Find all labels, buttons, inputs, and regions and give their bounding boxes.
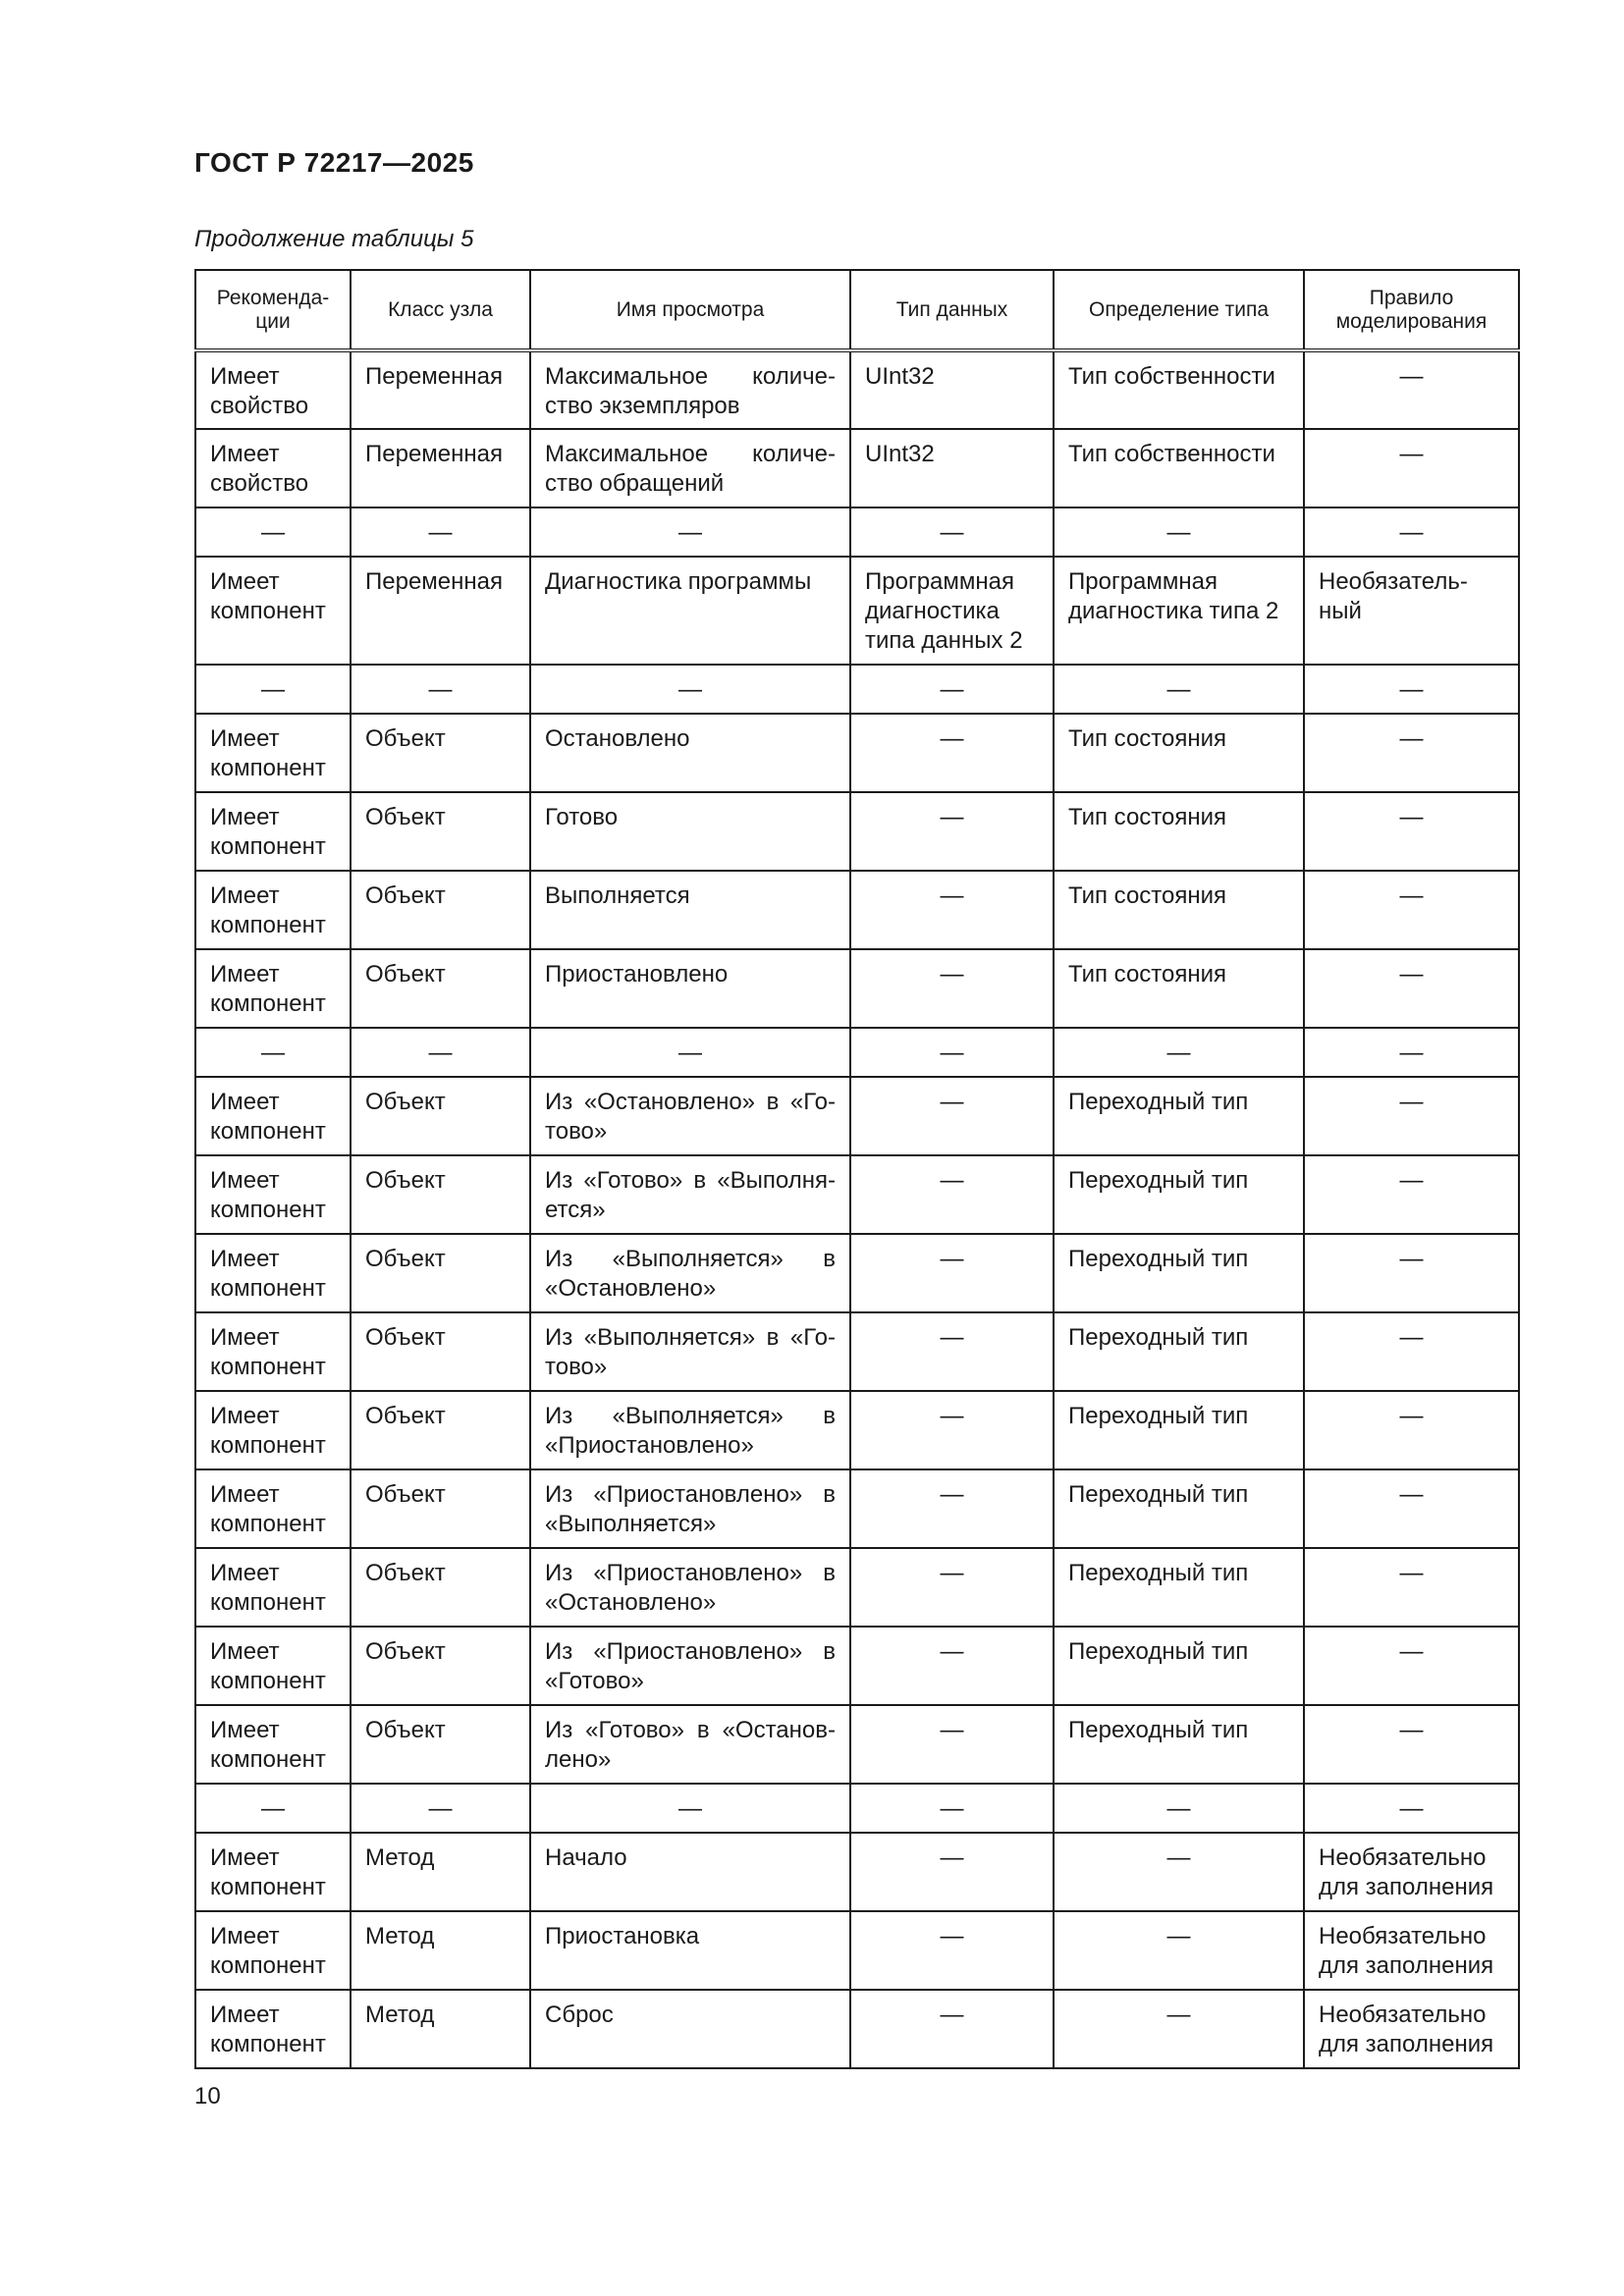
cell-recommendation: — [195, 507, 351, 557]
table-row [195, 1469, 1519, 1548]
cell-browse-name: Приостановлено [530, 949, 850, 1028]
cell-modelling-rule: — [1304, 792, 1519, 871]
cell-modelling-rule: — [1304, 429, 1519, 507]
cell-type-definition: Переходный тип [1054, 1705, 1304, 1784]
cell-browse-name: Из «Остановлено» в «Го-тово» [530, 1077, 850, 1155]
cell-browse-name: Из «Приостановлено» в «Остановлено» [530, 1548, 850, 1627]
table-row [195, 1234, 1519, 1312]
table-separator-row [195, 507, 1519, 557]
cell-type-definition: Тип состояния [1054, 871, 1304, 949]
cell-node-class: — [351, 507, 530, 557]
cell-type-definition: — [1054, 1911, 1304, 1990]
table-row [195, 429, 1519, 507]
col-header-modelling-rule: Правило моделирования [1304, 270, 1519, 350]
cell-type-definition: — [1054, 1028, 1304, 1077]
cell-data-type: — [850, 1312, 1054, 1391]
cell-type-definition: Тип состояния [1054, 949, 1304, 1028]
cell-recommendation: Имеет свойство [195, 429, 351, 507]
cell-browse-name: Из «Выполняется» в «Приостановлено» [530, 1391, 850, 1469]
cell-recommendation: Имеет компонент [195, 557, 351, 665]
cell-modelling-rule: — [1304, 1028, 1519, 1077]
cell-data-type: — [850, 1155, 1054, 1234]
table-row [195, 1990, 1519, 2068]
table-separator-row [195, 665, 1519, 714]
cell-recommendation: Имеет свойство [195, 350, 351, 429]
cell-data-type: — [850, 1234, 1054, 1312]
cell-node-class: — [351, 665, 530, 714]
cell-data-type: — [850, 949, 1054, 1028]
cell-data-type: — [850, 1784, 1054, 1833]
cell-modelling-rule: — [1304, 871, 1519, 949]
cell-type-definition: Переходный тип [1054, 1155, 1304, 1234]
cell-modelling-rule: — [1304, 1312, 1519, 1391]
cell-type-definition: Тип собственности [1054, 429, 1304, 507]
cell-recommendation: Имеет компонент [195, 1077, 351, 1155]
cell-browse-name: Выполняется [530, 871, 850, 949]
cell-modelling-rule: — [1304, 507, 1519, 557]
table-row [195, 871, 1519, 949]
cell-browse-name: Из «Приостановлено» в «Выполняется» [530, 1469, 850, 1548]
cell-node-class: Объект [351, 871, 530, 949]
cell-recommendation: — [195, 1784, 351, 1833]
cell-type-definition: — [1054, 507, 1304, 557]
cell-recommendation: Имеет компонент [195, 1391, 351, 1469]
cell-modelling-rule: — [1304, 1155, 1519, 1234]
cell-node-class: Метод [351, 1990, 530, 2068]
table-row [195, 949, 1519, 1028]
cell-data-type: — [850, 1469, 1054, 1548]
cell-recommendation: Имеет компонент [195, 1548, 351, 1627]
table-row [195, 714, 1519, 792]
cell-modelling-rule: — [1304, 1705, 1519, 1784]
cell-data-type: Программная диагностика типа данных 2 [850, 557, 1054, 665]
cell-node-class: Метод [351, 1833, 530, 1911]
cell-type-definition: Переходный тип [1054, 1627, 1304, 1705]
cell-recommendation: Имеет компонент [195, 871, 351, 949]
cell-modelling-rule: — [1304, 949, 1519, 1028]
cell-browse-name: Из «Выполняется» в «Го-тово» [530, 1312, 850, 1391]
table-row [195, 1911, 1519, 1990]
table-row [195, 1548, 1519, 1627]
cell-recommendation: Имеет компонент [195, 1911, 351, 1990]
cell-modelling-rule: — [1304, 1548, 1519, 1627]
cell-browse-name: Максимальное количе-ство обращений [530, 429, 850, 507]
cell-data-type: UInt32 [850, 429, 1054, 507]
cell-type-definition: Переходный тип [1054, 1234, 1304, 1312]
cell-recommendation: Имеет компонент [195, 1705, 351, 1784]
cell-node-class: Переменная [351, 557, 530, 665]
table-header-row [195, 270, 1519, 350]
cell-browse-name: Начало [530, 1833, 850, 1911]
cell-data-type: — [850, 1833, 1054, 1911]
table-separator-row [195, 1028, 1519, 1077]
cell-modelling-rule: — [1304, 1627, 1519, 1705]
cell-data-type: — [850, 507, 1054, 557]
cell-modelling-rule: — [1304, 1784, 1519, 1833]
cell-recommendation: — [195, 665, 351, 714]
cell-recommendation: Имеет компонент [195, 1469, 351, 1548]
cell-recommendation: Имеет компонент [195, 1990, 351, 2068]
cell-data-type: — [850, 1627, 1054, 1705]
cell-modelling-rule: — [1304, 1234, 1519, 1312]
cell-type-definition: Тип состояния [1054, 792, 1304, 871]
col-header-browse-name: Имя просмотра [530, 270, 850, 350]
cell-modelling-rule: Необязательно для заполнения [1304, 1990, 1519, 2068]
cell-type-definition: Переходный тип [1054, 1312, 1304, 1391]
spec-table [194, 269, 1520, 2069]
table-row [195, 1391, 1519, 1469]
cell-type-definition: Переходный тип [1054, 1548, 1304, 1627]
cell-type-definition: Переходный тип [1054, 1469, 1304, 1548]
cell-data-type: — [850, 792, 1054, 871]
cell-node-class: — [351, 1784, 530, 1833]
cell-modelling-rule: — [1304, 350, 1519, 429]
cell-data-type: — [850, 1705, 1054, 1784]
table-row [195, 792, 1519, 871]
cell-node-class: Объект [351, 1312, 530, 1391]
col-header-recommendations: Рекоменда- ции [195, 270, 351, 350]
cell-data-type: UInt32 [850, 350, 1054, 429]
cell-data-type: — [850, 1391, 1054, 1469]
table-caption: Продолжение таблицы 5 [194, 226, 474, 252]
cell-recommendation: Имеет компонент [195, 792, 351, 871]
cell-browse-name: Из «Выполняется» в «Остановлено» [530, 1234, 850, 1312]
cell-type-definition: Тип состояния [1054, 714, 1304, 792]
cell-data-type: — [850, 1077, 1054, 1155]
cell-node-class: Объект [351, 1627, 530, 1705]
cell-type-definition: Переходный тип [1054, 1077, 1304, 1155]
cell-data-type: — [850, 1028, 1054, 1077]
table-row [195, 1077, 1519, 1155]
cell-type-definition: — [1054, 665, 1304, 714]
cell-data-type: — [850, 714, 1054, 792]
cell-browse-name: Из «Готово» в «Выполня-ется» [530, 1155, 850, 1234]
cell-browse-name: — [530, 1028, 850, 1077]
cell-recommendation: Имеет компонент [195, 1234, 351, 1312]
cell-data-type: — [850, 1990, 1054, 2068]
table-row [195, 1833, 1519, 1911]
cell-node-class: Объект [351, 792, 530, 871]
cell-modelling-rule: — [1304, 665, 1519, 714]
cell-browse-name: Максимальное количе-ство экземпляров [530, 350, 850, 429]
table-row [195, 557, 1519, 665]
cell-recommendation: Имеет компонент [195, 1155, 351, 1234]
cell-type-definition: Программная диагностика типа 2 [1054, 557, 1304, 665]
cell-type-definition: Переходный тип [1054, 1391, 1304, 1469]
cell-recommendation: Имеет компонент [195, 1312, 351, 1391]
cell-browse-name: Из «Готово» в «Останов-лено» [530, 1705, 850, 1784]
cell-data-type: — [850, 665, 1054, 714]
cell-recommendation: Имеет компонент [195, 949, 351, 1028]
cell-node-class: Объект [351, 1391, 530, 1469]
cell-type-definition: Тип собственности [1054, 350, 1304, 429]
cell-recommendation: — [195, 1028, 351, 1077]
cell-modelling-rule: Необязатель-ный [1304, 557, 1519, 665]
cell-browse-name: Готово [530, 792, 850, 871]
cell-modelling-rule: — [1304, 714, 1519, 792]
cell-data-type: — [850, 871, 1054, 949]
cell-modelling-rule: Необязательно для заполнения [1304, 1911, 1519, 1990]
cell-browse-name: Сброс [530, 1990, 850, 2068]
table-row [195, 1627, 1519, 1705]
cell-node-class: Объект [351, 1469, 530, 1548]
cell-browse-name: — [530, 665, 850, 714]
cell-node-class: Переменная [351, 429, 530, 507]
cell-node-class: Объект [351, 1077, 530, 1155]
cell-modelling-rule: — [1304, 1391, 1519, 1469]
cell-type-definition: — [1054, 1990, 1304, 2068]
table-separator-row [195, 1784, 1519, 1833]
cell-recommendation: Имеет компонент [195, 1833, 351, 1911]
cell-browse-name: Остановлено [530, 714, 850, 792]
table-row [195, 1312, 1519, 1391]
cell-data-type: — [850, 1548, 1054, 1627]
cell-browse-name: Диагностика программы [530, 557, 850, 665]
cell-node-class: Объект [351, 714, 530, 792]
page-number: 10 [194, 2083, 221, 2109]
col-header-node-class: Класс узла [351, 270, 530, 350]
cell-modelling-rule: Необязательно для заполнения [1304, 1833, 1519, 1911]
col-header-type-definition: Определение типа [1054, 270, 1304, 350]
cell-recommendation: Имеет компонент [195, 1627, 351, 1705]
cell-type-definition: — [1054, 1833, 1304, 1911]
cell-node-class: Объект [351, 1234, 530, 1312]
cell-node-class: Объект [351, 1155, 530, 1234]
table-body [195, 350, 1519, 2068]
cell-recommendation: Имеет компонент [195, 714, 351, 792]
table-row [195, 350, 1519, 429]
table-row [195, 1705, 1519, 1784]
cell-browse-name: Из «Приостановлено» в «Готово» [530, 1627, 850, 1705]
col-header-data-type: Тип данных [850, 270, 1054, 350]
table-row [195, 1155, 1519, 1234]
cell-node-class: Переменная [351, 350, 530, 429]
cell-node-class: Метод [351, 1911, 530, 1990]
cell-browse-name: — [530, 1784, 850, 1833]
cell-browse-name: Приостановка [530, 1911, 850, 1990]
cell-node-class: Объект [351, 949, 530, 1028]
cell-modelling-rule: — [1304, 1469, 1519, 1548]
cell-node-class: Объект [351, 1548, 530, 1627]
document-id: ГОСТ Р 72217—2025 [194, 147, 474, 178]
cell-type-definition: — [1054, 1784, 1304, 1833]
cell-node-class: — [351, 1028, 530, 1077]
cell-modelling-rule: — [1304, 1077, 1519, 1155]
cell-node-class: Объект [351, 1705, 530, 1784]
cell-browse-name: — [530, 507, 850, 557]
cell-data-type: — [850, 1911, 1054, 1990]
